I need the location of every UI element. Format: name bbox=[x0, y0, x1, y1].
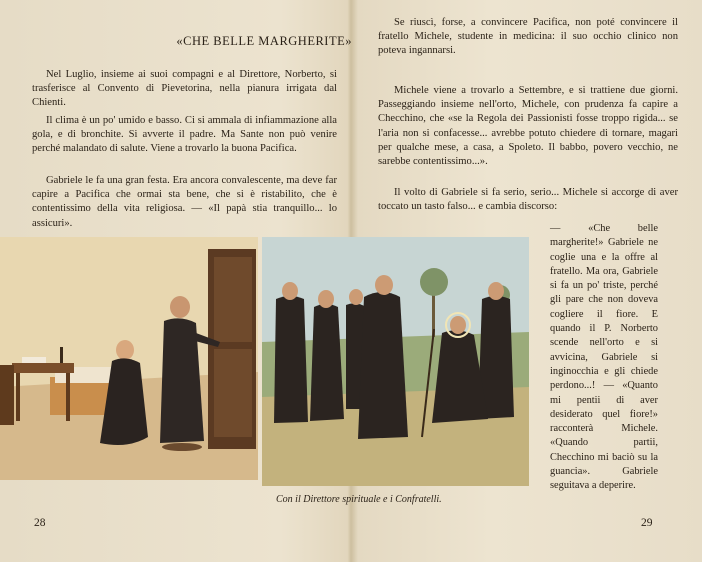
left-paragraph-3: Gabriele le fa una gran festa. Era ancora convalescente, ma deve far capire a Pacifica che ormai sta bene, che si è ristabilito, che è contentissimo della vita religiosa. — «Il papà stia tranquillo... lo assicuri». bbox=[32, 175, 337, 229]
illustration-sickroom bbox=[0, 237, 258, 480]
right-paragraph-3: Il volto di Gabriele si fa serio, serio... Michele si accorge di aver toccato un tasto falso... e cambia discorso: bbox=[378, 187, 678, 213]
page-number-right: 29 bbox=[641, 517, 653, 529]
illustration-garden bbox=[262, 237, 529, 486]
right-paragraph-4: — «Che belle margherite!» Gabriele ne coglie una e la offre al fratello. Ma ora, Gabriele si fa un po' triste, perché gli pare che non doveva cogliere il fiore. E quando il P. Norberto scende nell'orto e si avvicina, Gabriele si inginocchia e gli chiede perdono...! — «Quanto mi pentii di aver desiderato quel fiore!» racconterà Michele. «Quando partii, Checchino mi baciò su la guancia». Gabriele seguitava a deperire. bbox=[550, 223, 658, 492]
left-paragraph-2: Il clima è un po' umido e basso. Ci si ammala di infiammazione alla gola, e di bronchite. Si avverte il padre. Ma Sante non può venire perché malandato di salute. Viene a trovarlo la buona Pacifica. bbox=[32, 115, 337, 155]
right-paragraph-1: Se riuscì, forse, a convincere Pacifica, non poté convincere il fratello Michele, studente in medicina: il suo occhio clinico non poteva ingannarsi. bbox=[378, 17, 678, 57]
illustration-caption: Con il Direttore spirituale e i Confratelli. bbox=[276, 494, 442, 505]
page-number-left: 28 bbox=[34, 517, 46, 529]
left-paragraph-1: Nel Luglio, insieme ai suoi compagni e al Direttore, Norberto, si trasferisce al Convento di Pievetorina, nella pianura irrigata dal Chienti. bbox=[32, 69, 337, 109]
right-paragraph-2: Michele viene a trovarlo a Settembre, e si trattiene due giorni. Passeggiando insieme nell'orto, Michele, con prudenza fa capire a Checchino, che «se la Regola dei Passionisti fosse troppo rigida... se l'aria non si confacesse... avrebbe potuto chiedere di tornare, magari per qualche mese, a casa, a Spoleto. Il babbo, povero vecchio, ne sarebbe contentissimo...». bbox=[378, 85, 678, 168]
chapter-title: «CHE BELLE MARGHERITE» bbox=[176, 34, 352, 48]
